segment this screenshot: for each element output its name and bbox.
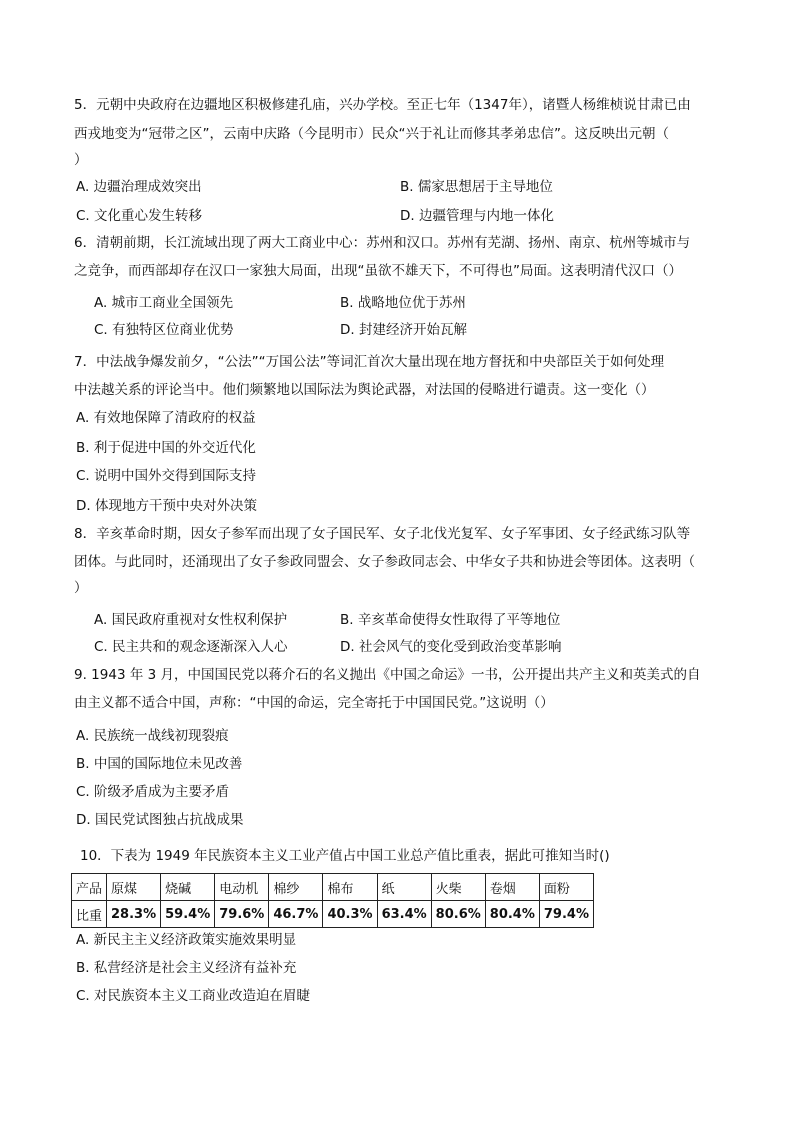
table-cell: 79.4% <box>539 901 593 928</box>
q7-option-b: B. 利于促进中国的外交近代化 <box>76 440 256 456</box>
table-cell: 63.4% <box>377 901 431 928</box>
table-cell: 40.3% <box>323 901 377 928</box>
q8-option-d: D. 社会风气的变化受到政治变革影响 <box>340 639 562 655</box>
q6-option-c: C. 有独特区位商业优势 <box>94 322 234 338</box>
q5-stem-line2: 西戎地变为“冠带之区”，云南中庆路（今昆明市）民众“兴于礼让而修其孝弟忠信”。这反映出元朝（ <box>74 126 669 142</box>
q6-option-a: A. 城市工商业全国领先 <box>94 295 234 311</box>
table-header-row <box>72 874 594 901</box>
q7-stem-line1: 7．中法战争爆发前夕，“公法”“万国公法”等词汇首次大量出现在地方督抚和中央部臣关于如何处理 <box>74 354 665 370</box>
q5-option-b: B. 儒家思想居于主导地位 <box>400 179 553 195</box>
q5-option-c: C. 文化重心发生转移 <box>76 208 203 224</box>
q10-option-b: B. 私营经济是社会主义经济有益补充 <box>76 960 297 976</box>
q9-option-a: A. 民族统一战线初现裂痕 <box>76 728 229 744</box>
q9-option-b: B. 中国的国际地位未见改善 <box>76 756 243 772</box>
q9-stem-line1: 9. 1943 年 3 月，中国国民党以蒋介石的名义抛出《中国之命运》一书，公开提出共产主义和英美式的自 <box>74 667 701 683</box>
table-cell: 火柴 <box>431 874 485 901</box>
q7-option-a: A. 有效地保障了清政府的权益 <box>76 410 256 426</box>
table-cell: 79.6% <box>215 901 269 928</box>
table-cell: 59.4% <box>161 901 215 928</box>
q9-stem-line2: 由主义都不适合中国，声称：“中国的命运，完全寄托于中国国民党。”这说明（） <box>74 695 554 711</box>
q10-option-c: C. 对民族资本主义工商业改造迫在眉睫 <box>76 988 311 1004</box>
q6-stem-line2: 之竞争，而西部却存在汉口一家独大局面，出现“虽欲不雄天下，不可得也”局面。这表明清代汉口（） <box>74 263 682 279</box>
table-cell: 棉布 <box>323 874 377 901</box>
table-cell: 纸 <box>377 874 431 901</box>
table-cell: 比重 <box>72 901 107 928</box>
table-cell: 28.3% <box>107 901 161 928</box>
table-cell: 卷烟 <box>485 874 539 901</box>
table-cell: 面粉 <box>539 874 593 901</box>
table-row <box>72 901 594 928</box>
q6-option-d: D. 封建经济开始瓦解 <box>340 322 467 338</box>
q7-option-c: C. 说明中国外交得到国际支持 <box>76 468 257 484</box>
q5-stem-line3: ） <box>74 152 88 168</box>
q6-stem-line1: 6．清朝前期，长江流域出现了两大工商业中心：苏州和汉口。苏州有芜湖、扬州、南京、杭州等城市与 <box>74 235 691 251</box>
q8-option-a: A. 国民政府重视对女性权利保护 <box>94 612 288 628</box>
table-cell: 原煤 <box>107 874 161 901</box>
q8-option-c: C. 民主共和的观念逐渐深入人心 <box>94 639 288 655</box>
q6-option-b: B. 战略地位优于苏州 <box>340 295 466 311</box>
q10-stem-line1: 10．下表为 1949 年民族资本主义工业产值占中国工业总产值比重表，据此可推知当时() <box>80 848 610 864</box>
q5-option-d: D. 边疆管理与内地一体化 <box>400 208 554 224</box>
table-cell: 电动机 <box>215 874 269 901</box>
q5-option-a: A. 边疆治理成效突出 <box>76 179 202 195</box>
table-cell: 80.4% <box>485 901 539 928</box>
industry-share-table <box>71 873 594 928</box>
q8-stem-line1: 8．辛亥革命时期，因女子参军而出现了女子国民军、女子北伐光复军、女子军事团、女子经武练习队等 <box>74 526 691 542</box>
table-cell: 产品 <box>72 874 107 901</box>
q7-stem-line2: 中法越关系的评论当中。他们频繁地以国际法为舆论武器，对法国的侵略进行谴责。这一变化（） <box>74 382 655 398</box>
q8-stem-line2: 团体。与此同时，还涌现出了女子参政同盟会、女子参政同志会、中华女子共和协进会等团体。这表明（ <box>74 554 695 570</box>
q9-option-c: C. 阶级矛盾成为主要矛盾 <box>76 784 230 800</box>
q7-option-d: D. 体现地方干预中央对外决策 <box>76 498 257 514</box>
q9-option-d: D. 国民党试图独占抗战成果 <box>76 812 244 828</box>
q8-stem-line3: ） <box>74 580 88 596</box>
table-cell: 80.6% <box>431 901 485 928</box>
q5-stem-line1: 5．元朝中央政府在边疆地区积极修建孔庙，兴办学校。至正七年（1347年），诸暨人杨维桢说甘肃已由 <box>74 97 691 113</box>
q10-option-a: A. 新民主主义经济政策实施效果明显 <box>76 932 297 948</box>
table-cell: 棉纱 <box>269 874 323 901</box>
q8-option-b: B. 辛亥革命使得女性取得了平等地位 <box>340 612 561 628</box>
table-cell: 46.7% <box>269 901 323 928</box>
table-cell: 烧碱 <box>161 874 215 901</box>
